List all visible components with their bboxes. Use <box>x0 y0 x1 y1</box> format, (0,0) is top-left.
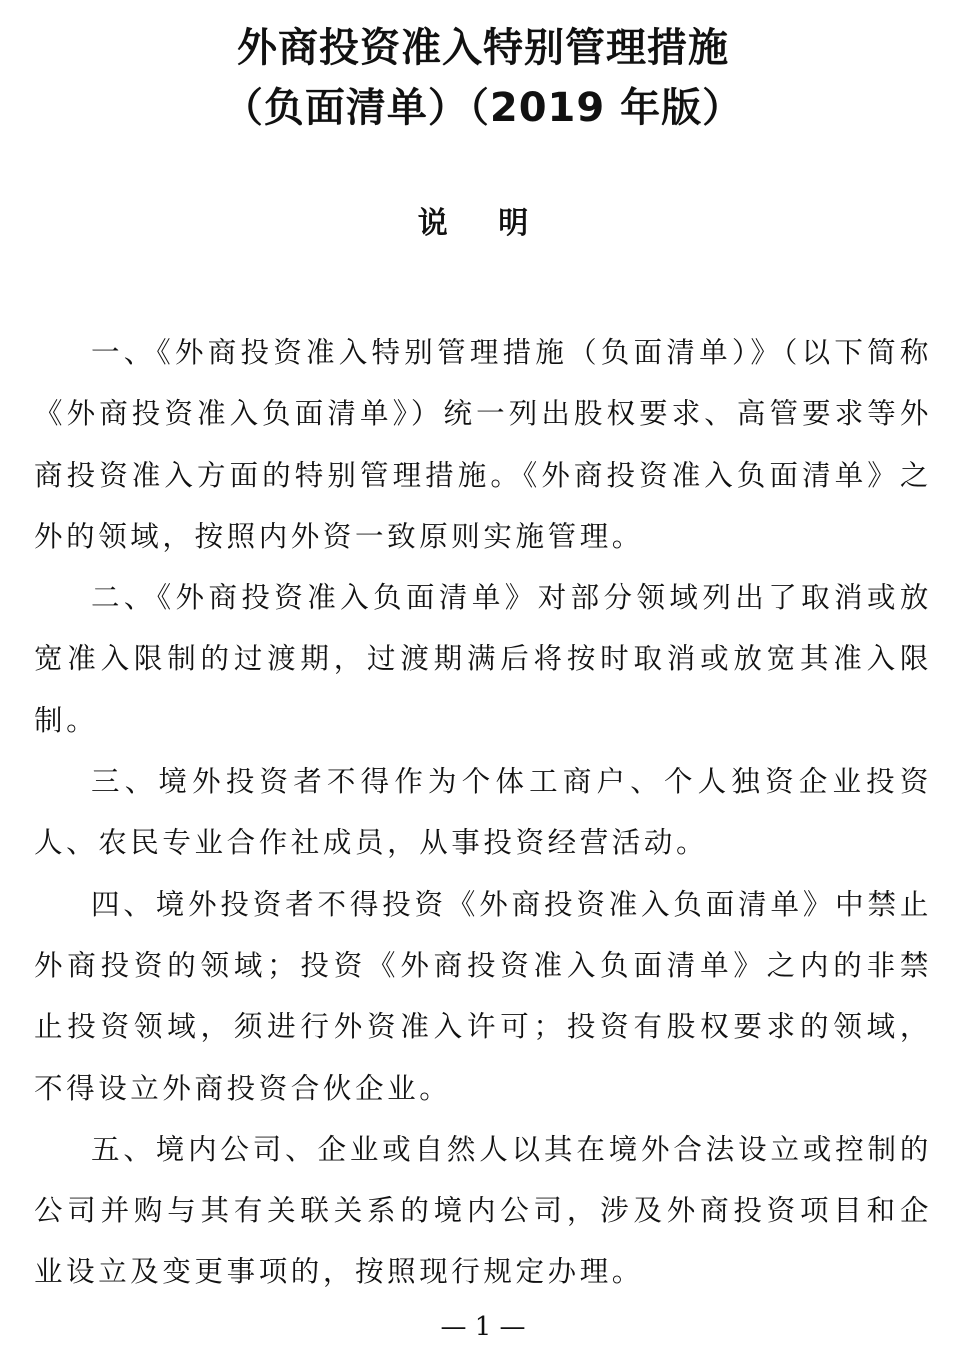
paragraph-5: 五、境内公司、企业或自然人以其在境外合法设立或控制的公司并购与其有关联关系的境内公司，涉及外商投资项目和企业设立及变更事项的，按照现行规定办理。 <box>34 1132 932 1289</box>
paragraph-3: 三、境外投资者不得作为个体工商户、个人独资企业投资人、农民专业合作社成员，从事投资经营活动。 <box>34 765 932 860</box>
document-subtitle: （负面清单）（2019 年版） <box>222 85 744 131</box>
section-heading: 说 明 <box>417 206 549 241</box>
page-number: — 1 — <box>440 1312 526 1342</box>
paragraph-2: 二、《外商投资准入负面清单》对部分领域列出了取消或放宽准入限制的过渡期，过渡期满后将按时取消或放宽其准入限制。 <box>34 581 932 737</box>
document-body <box>34 322 932 1303</box>
document-title: 外商投资准入特别管理措施 <box>237 25 729 71</box>
paragraph-4: 四、境外投资者不得投资《外商投资准入负面清单》中禁止外商投资的领域；投资《外商投资准入负面清单》之内的非禁止投资领域，须进行外资准入许可；投资有股权要求的领域，不得设立外商投资合伙企业。 <box>34 887 932 1105</box>
paragraph-1: 一、《外商投资准入特别管理措施（负面清单）》（以下简称《外商投资准入负面清单》）统一列出股权要求、高管要求等外商投资准入方面的特别管理措施。《外商投资准入负面清单》之外的领域，按照内外资一致原则实施管理。 <box>34 336 932 553</box>
